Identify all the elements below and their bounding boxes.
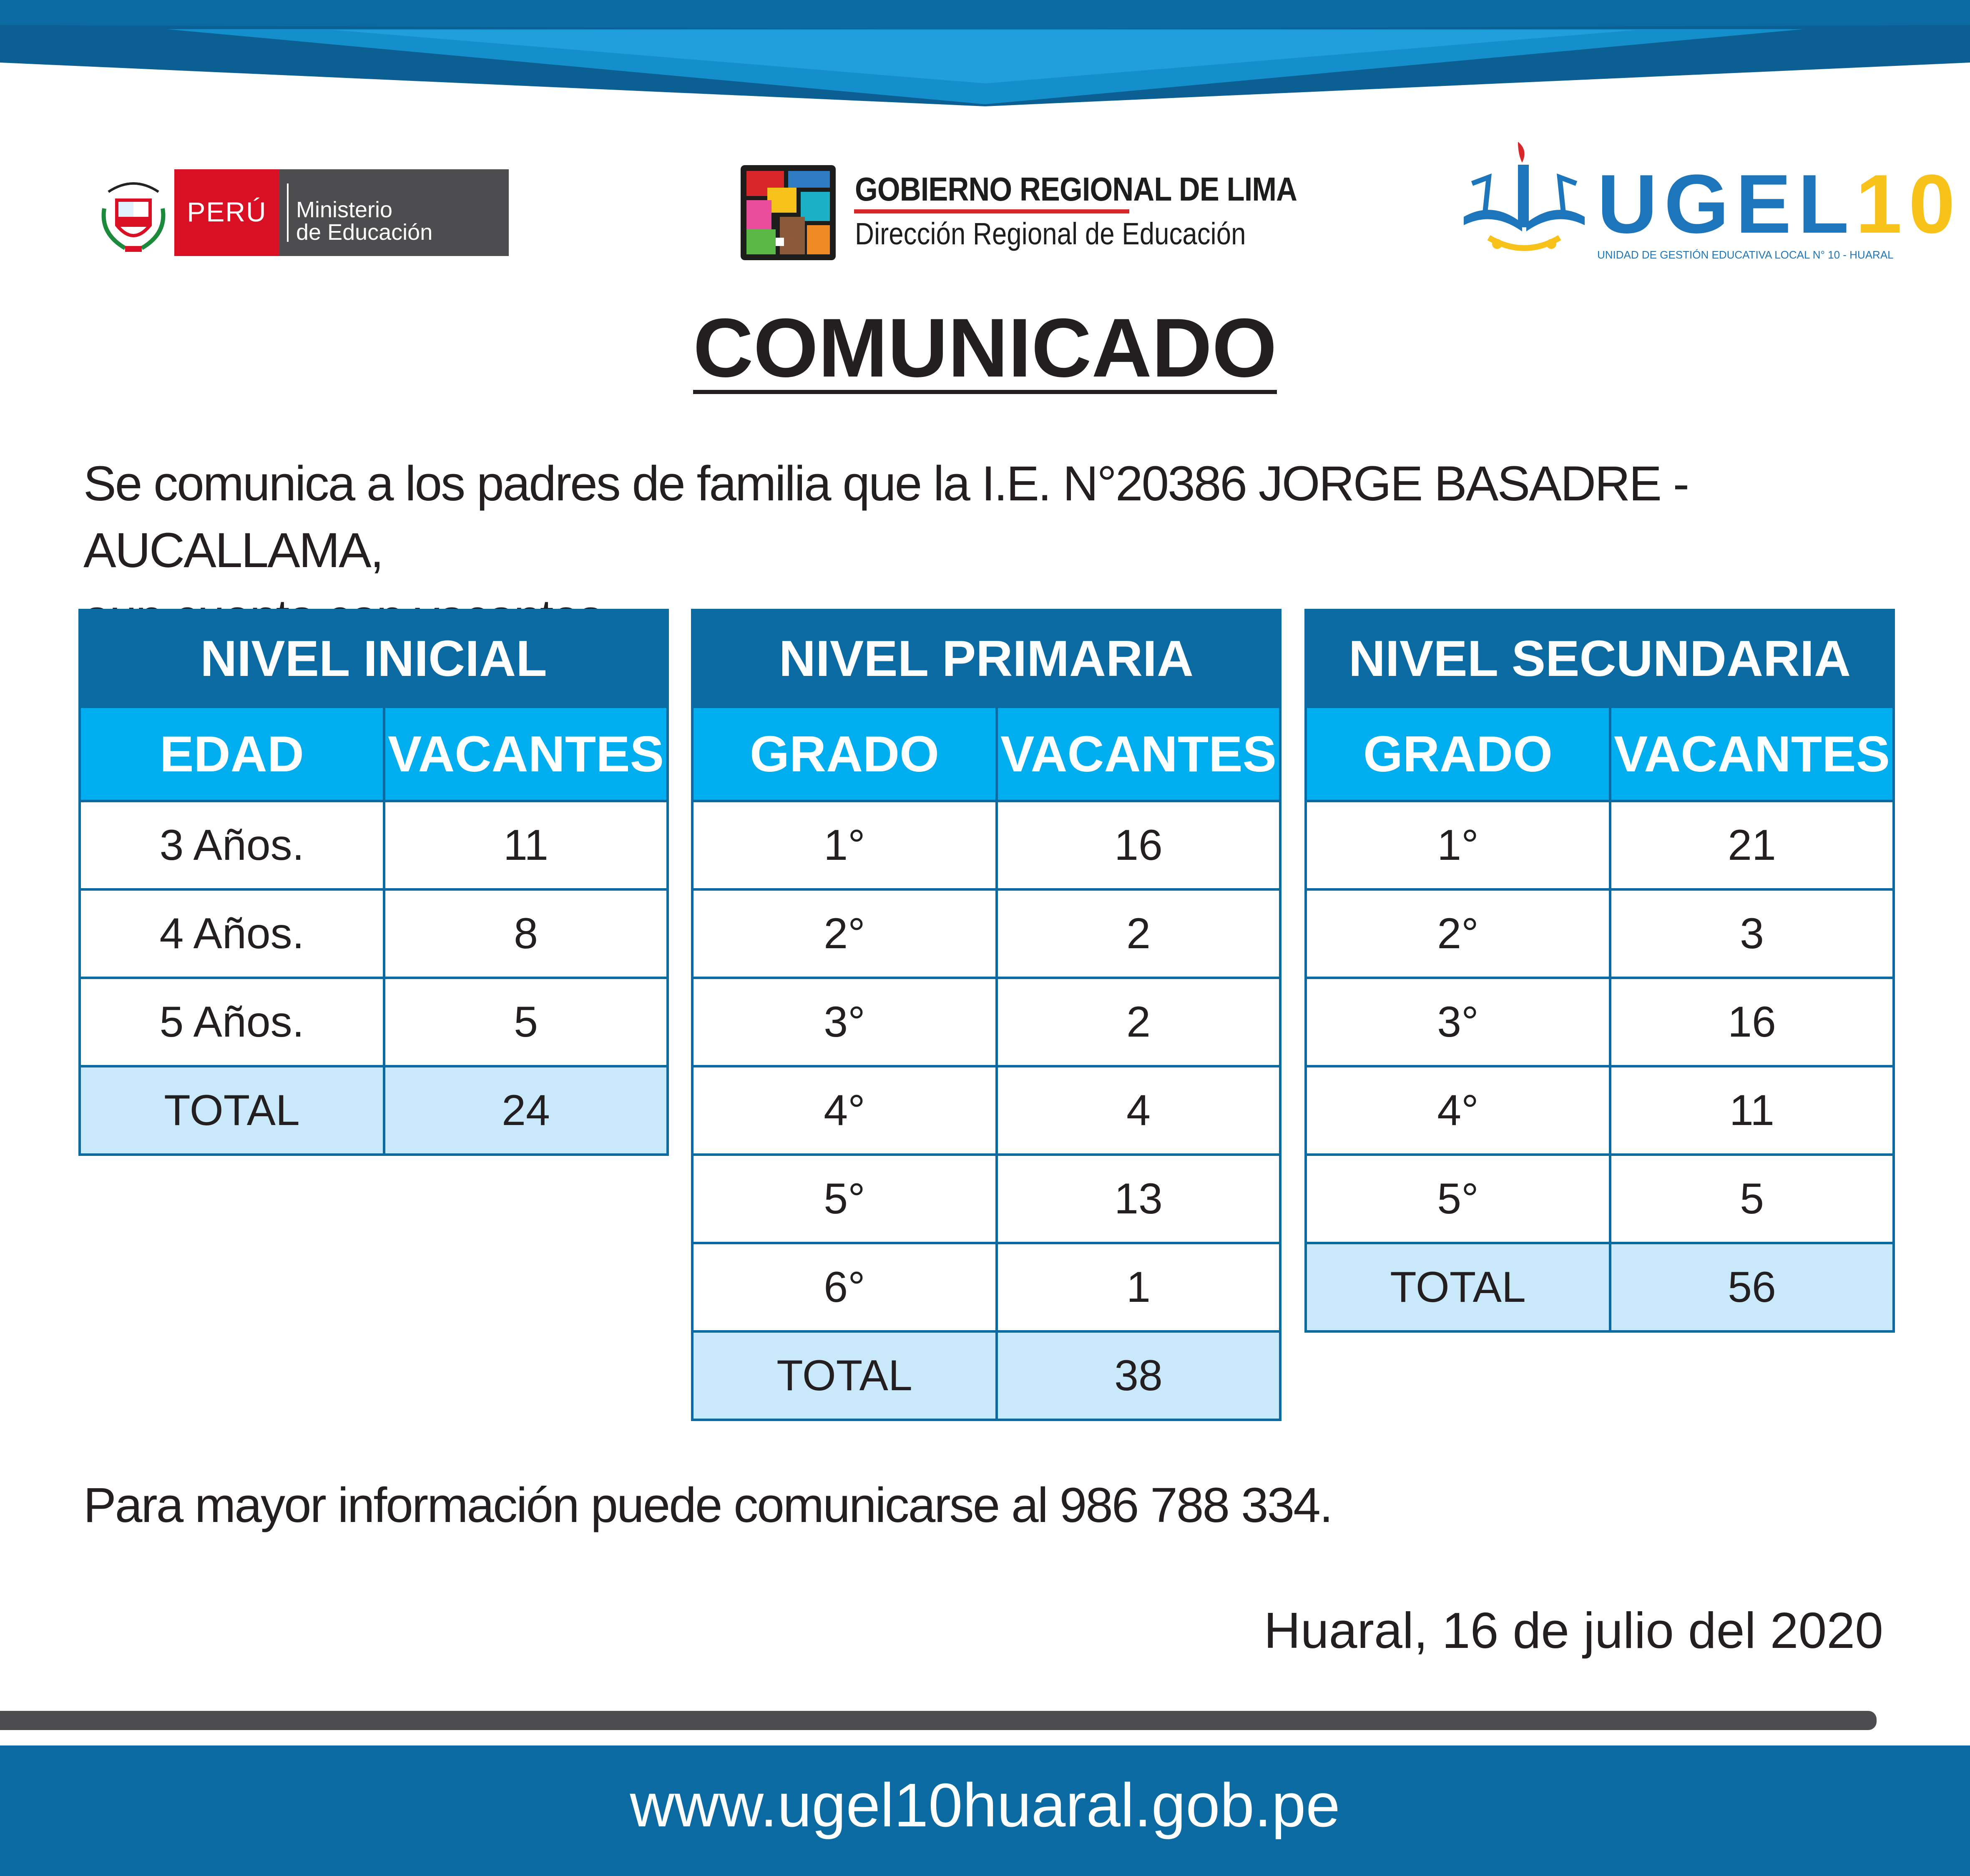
table-row (1306, 1155, 1894, 1243)
gore-subtitle: Dirección Regional de Educación (855, 216, 1246, 251)
top-banner (0, 0, 1970, 108)
row-label: 1° (1306, 801, 1610, 889)
table-row (692, 801, 1280, 889)
table-nivel-secundaria (1304, 609, 1895, 1333)
table-row (1306, 801, 1894, 889)
contact-text: Para mayor información puede comunicarse al 986 788 334. (83, 1478, 1332, 1533)
column-header-vacantes: VACANTES (384, 707, 668, 801)
minedu-country: PERÚ (187, 196, 267, 227)
row-label: 3 Años. (80, 801, 384, 889)
open-book-torch-icon (1455, 133, 1593, 271)
row-value: 16 (1610, 978, 1894, 1066)
gore-emblem-icon (738, 163, 838, 263)
total-label: TOTAL (692, 1331, 997, 1420)
total-row (80, 1066, 668, 1155)
table-level-header: NIVEL SECUNDARIA (1306, 610, 1894, 707)
table-nivel-inicial (78, 609, 669, 1156)
column-header-grado: GRADO (692, 707, 997, 801)
table-row (692, 889, 1280, 978)
ugel-subtitle: UNIDAD DE GESTIÓN EDUCATIVA LOCAL N° 10 - HUARAL (1597, 249, 1894, 261)
table-row (1306, 1066, 1894, 1155)
row-value: 11 (384, 801, 668, 889)
column-header-vacantes: VACANTES (997, 707, 1280, 801)
gore-name: GOBIERNO REGIONAL DE LIMA (855, 171, 1297, 208)
minedu-line2: de Educación (296, 220, 433, 245)
table-row (80, 978, 668, 1066)
gore-logo (738, 158, 1297, 267)
row-label: 4° (1306, 1066, 1610, 1155)
row-value: 3 (1610, 889, 1894, 978)
row-label: 3° (692, 978, 997, 1066)
row-label: 6° (692, 1243, 997, 1331)
total-value: 24 (384, 1066, 668, 1155)
row-label: 4 Años. (80, 889, 384, 978)
date-text: Huaral, 16 de julio del 2020 (1264, 1602, 1883, 1659)
total-label: TOTAL (80, 1066, 384, 1155)
table-row (692, 1066, 1280, 1155)
row-value: 13 (997, 1155, 1280, 1243)
row-label: 5 Años. (80, 978, 384, 1066)
peru-coat-of-arms-icon (100, 175, 167, 254)
row-value: 16 (997, 801, 1280, 889)
website-link[interactable]: www.ugel10huaral.gob.pe (630, 1771, 1340, 1840)
row-label: 5° (692, 1155, 997, 1243)
total-label: TOTAL (1306, 1243, 1610, 1331)
table-row (1306, 978, 1894, 1066)
row-value: 21 (1610, 801, 1894, 889)
total-row (1306, 1243, 1894, 1331)
row-value: 2 (997, 889, 1280, 978)
table-row (692, 1243, 1280, 1331)
column-header-edad: EDAD (80, 707, 384, 801)
row-label: 4° (692, 1066, 997, 1155)
total-value: 56 (1610, 1243, 1894, 1331)
table-nivel-primaria (691, 609, 1282, 1421)
row-value: 2 (997, 978, 1280, 1066)
row-label: 5° (1306, 1155, 1610, 1243)
intro-line-1: Se comunica a los padres de familia que la I.E. N°20386 JORGE BASADRE - AUCALLAMA, (83, 456, 1689, 578)
minedu-line1: Ministerio (296, 197, 393, 222)
total-row (692, 1331, 1280, 1420)
row-value: 1 (997, 1243, 1280, 1331)
column-header-grado: GRADO (1306, 707, 1610, 801)
table-row (80, 801, 668, 889)
row-value: 5 (1610, 1155, 1894, 1243)
minedu-logo (100, 167, 509, 259)
row-label: 1° (692, 801, 997, 889)
row-label: 3° (1306, 978, 1610, 1066)
table-row (1306, 889, 1894, 978)
table-row (692, 1155, 1280, 1243)
ugel-logo (1455, 133, 1962, 271)
table-row (692, 978, 1280, 1066)
row-value: 8 (384, 889, 668, 978)
column-header-vacantes: VACANTES (1610, 707, 1894, 801)
row-value: 5 (384, 978, 668, 1066)
row-label: 2° (1306, 889, 1610, 978)
ugel-number: 10 (1855, 158, 1962, 251)
table-level-header: NIVEL PRIMARIA (692, 610, 1280, 707)
ugel-name: UGEL (1597, 158, 1856, 251)
page-title: COMUNICADO (693, 301, 1277, 394)
row-label: 2° (692, 889, 997, 978)
total-value: 38 (997, 1331, 1280, 1420)
table-row (80, 889, 668, 978)
row-value: 4 (997, 1066, 1280, 1155)
row-value: 11 (1610, 1066, 1894, 1155)
table-level-header: NIVEL INICIAL (80, 610, 668, 707)
bottom-divider (0, 1711, 1877, 1730)
